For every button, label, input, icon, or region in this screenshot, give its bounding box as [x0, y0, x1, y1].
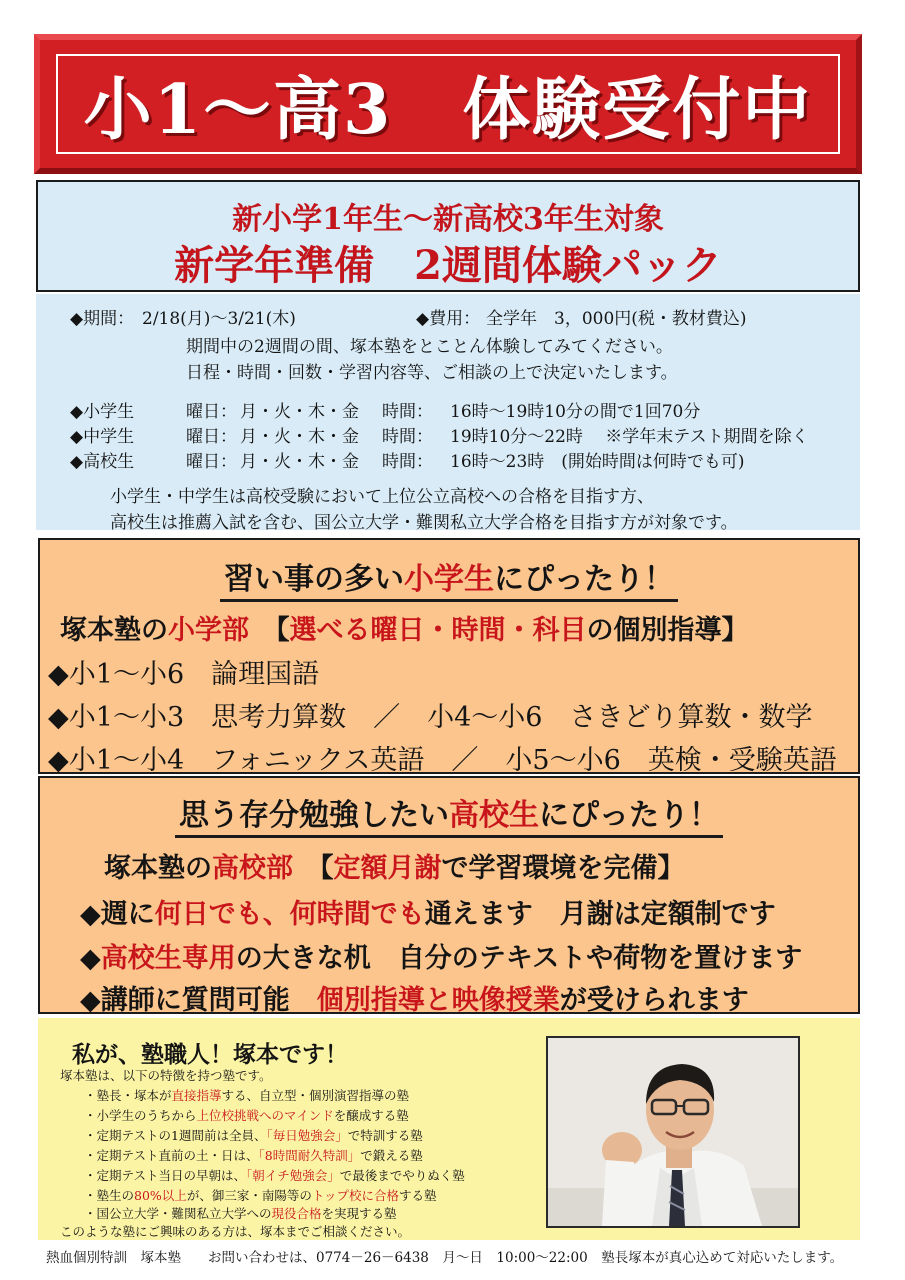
schedule-days: 月・火・木・金 — [240, 402, 359, 422]
high-feature-item — [80, 892, 776, 931]
elementary-dept-text-e: の個別指導】 — [586, 615, 749, 646]
trial-pack-title: 新学年準備 2週間体験パック — [174, 242, 722, 289]
high-dept-name: 高校部 — [212, 853, 293, 884]
schedule-days: 月・火・木・金 — [240, 452, 359, 472]
period-value: 2/18(月)～3/21(木) — [142, 309, 296, 329]
schedule-grade: ◆小学生 — [70, 402, 135, 422]
schedule-time: 16時～19時10分の間で1回70分 — [450, 402, 701, 422]
high-feature-text: ◆ — [80, 943, 101, 974]
banner-title: 小1～高3 体験受付中 — [83, 69, 813, 150]
high-feature-highlight: 高校生専用 — [100, 943, 236, 974]
elementary-section — [38, 538, 860, 774]
fee-label: ◆費用： — [416, 309, 481, 329]
period-label: ◆期間： — [70, 309, 135, 329]
profile-feature: ・定期テストの1週間前は全員、「毎日勉強会」で特訓する塾 — [84, 1128, 423, 1143]
schedule-days-label: 曜日： — [186, 452, 237, 472]
header-banner-frame — [56, 54, 840, 154]
fee-value: 全学年 3，000円(税・教材費込) — [486, 309, 747, 329]
high-feature-text: が受けられます — [559, 985, 749, 1016]
high-feature-highlight: 何日でも、何時間でも — [154, 899, 425, 930]
schedule-time: 19時10分～22時 ※学年末テスト期間を除く — [450, 427, 809, 447]
schedule-time-label: 時間： — [382, 402, 433, 422]
schedule-time: 16時～23時 (開始時間は何時でも可) — [450, 452, 745, 472]
profile-feature: ・塾生の80%以上が、御三家・南陽等のトップ校に合格する塾 — [84, 1188, 437, 1203]
trial-pack-header — [36, 180, 860, 292]
schedule-grade: ◆中学生 — [70, 427, 135, 447]
high-feature-text: の大きな机 自分のテキストや荷物を置けます — [235, 943, 803, 974]
high-feature-item — [80, 936, 802, 975]
trial-description-1: 期間中の2週間の間、塚本塾をとことん体験してみてください。 — [186, 337, 673, 357]
target-description-2: 高校生は推薦入試を含む、国公立大学・難関私立大学合格を目指す方が対象です。 — [110, 513, 738, 533]
profile-intro: 塚本塾は、以下の特徴を持つ塾です。 — [60, 1068, 272, 1083]
trial-target-subtitle: 新小学1年生～新高校3年生対象 — [232, 202, 664, 237]
profile-feature: ・小学生のうちから上位校挑戦へのマインドを醸成する塾 — [84, 1108, 409, 1123]
schedule-days: 月・火・木・金 — [240, 427, 359, 447]
elementary-heading-text-a: 習い事の多い — [224, 562, 404, 597]
header-banner — [34, 34, 862, 174]
elementary-dept-name: 小学部 — [168, 615, 249, 646]
contact-footer: 熱血個別特訓 塚本塾 お問い合わせは、0774－26－6438 月～日 10:00～22:00 塾長塚本が真心込めて対応いたします。 — [46, 1250, 844, 1266]
high-dept-text-a: 塚本塾の — [104, 853, 212, 884]
target-description-1: 小学生・中学生は高校受験において上位公立高校への合格を目指す方、 — [110, 487, 654, 507]
high-department-line — [104, 846, 685, 885]
instructor-portrait-image — [548, 1038, 798, 1226]
schedule-days-label: 曜日： — [186, 402, 237, 422]
profile-feature: ・定期テスト当日の早朝は、「朝イチ勉強会」で最後までやりぬく塾 — [84, 1168, 465, 1183]
high-heading-highlight: 高校生 — [449, 798, 539, 833]
trial-pack-details — [36, 294, 860, 533]
instructor-photo — [546, 1036, 800, 1228]
profile-feature: ・塾長・塚本が直接指導する、自立型・個別演習指導の塾 — [84, 1088, 410, 1103]
schedule-grade: ◆高校生 — [70, 452, 135, 472]
elementary-dept-highlight: 選べる曜日・時間・科目 — [289, 615, 587, 646]
schedule-time-label: 時間： — [382, 452, 433, 472]
high-dept-text-c: 【 — [293, 853, 334, 884]
schedule-time-label: 時間： — [382, 427, 433, 447]
high-feature-text: ◆講師に質問可能 — [80, 985, 317, 1016]
high-feature-highlight: 個別指導と映像授業 — [316, 985, 560, 1016]
high-dept-text-e: で学習環境を完備】 — [441, 853, 685, 884]
high-feature-text: ◆週に — [80, 899, 155, 930]
high-heading-text-a: 思う存分勉強したい — [179, 798, 449, 833]
high-heading-text-c: にぴったり！ — [539, 798, 719, 833]
elementary-heading-text-c: にぴったり！ — [494, 562, 674, 597]
course-item: ◆小1～小4 フォニックス英語 ／ 小5～小6 英検・受験英語 — [48, 745, 837, 776]
high-dept-highlight: 定額月謝 — [333, 853, 442, 884]
course-item: ◆小1～小6 論理国語 — [48, 659, 320, 690]
elementary-dept-text-a: 塚本塾の — [60, 615, 168, 646]
high-feature-item — [80, 978, 749, 1017]
high-school-heading — [40, 790, 858, 834]
elementary-heading-highlight: 小学生 — [404, 562, 494, 597]
profile-closing: このような塾にご興味のある方は、塚本までご相談ください。 — [60, 1224, 411, 1239]
high-school-section — [38, 776, 860, 1014]
profile-feature: ・国公立大学・難関私立大学への現役合格を実現する塾 — [84, 1206, 397, 1221]
schedule-days-label: 曜日： — [186, 427, 237, 447]
trial-description-2: 日程・時間・回数・学習内容等、ご相談の上で決定いたします。 — [186, 363, 678, 383]
elementary-dept-text-c: 【 — [249, 615, 290, 646]
course-item: ◆小1～小3 思考力算数 ／ 小4～小6 さきどり算数・数学 — [48, 702, 813, 733]
elementary-department-line — [60, 608, 749, 647]
profile-feature: ・定期テスト直前の土・日は、「8時間耐久特訓」で鍛える塾 — [84, 1148, 423, 1163]
profile-heading: 私が、塾職人！塚本です！ — [72, 1041, 348, 1068]
high-feature-text: 通えます 月謝は定額制です — [424, 899, 776, 930]
elementary-heading — [40, 554, 858, 598]
